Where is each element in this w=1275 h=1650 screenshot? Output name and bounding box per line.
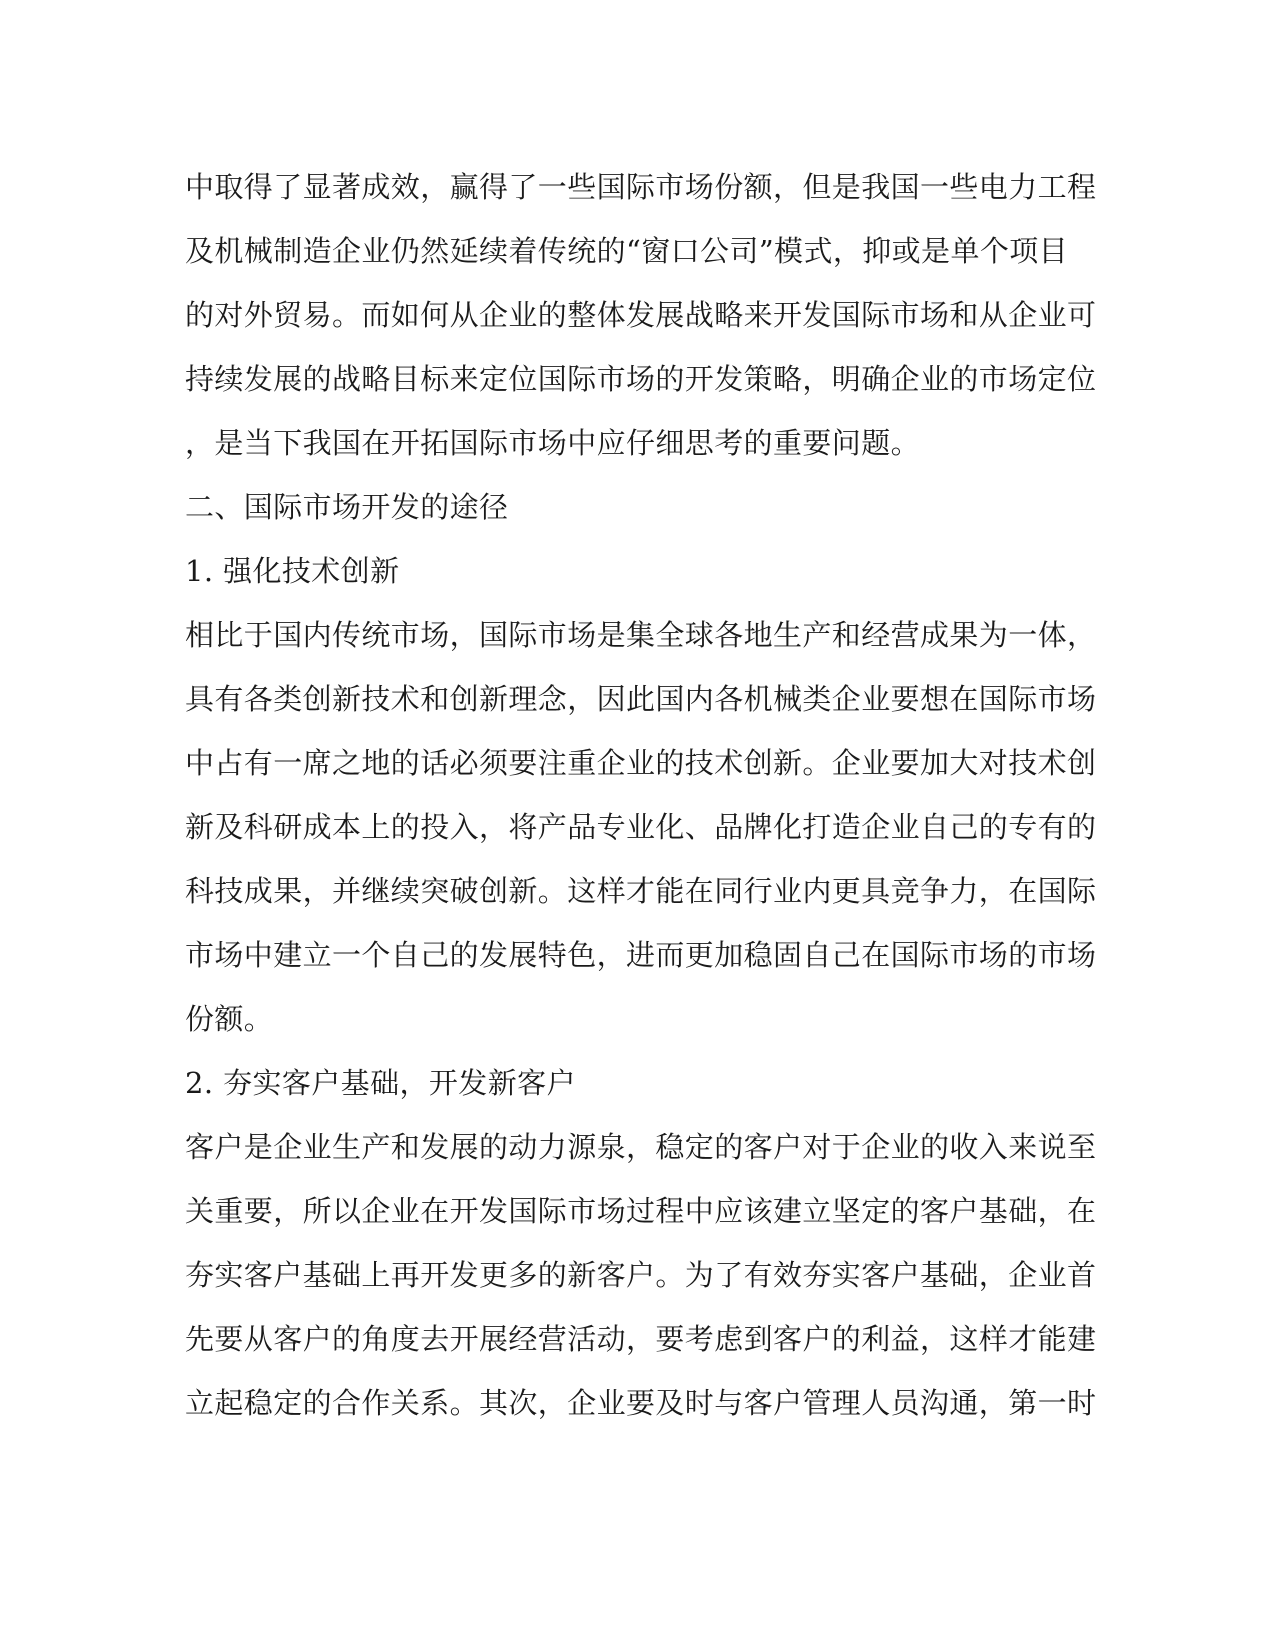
text-line-19: 先要从客户的角度去开展经营活动，要考虑到客户的利益，这样才能建 [185, 1322, 1097, 1356]
subsection-heading-1: 1. 强化技术创新 [185, 554, 400, 588]
text-line-12: 科技成果，并继续突破创新。这样才能在同行业内更具竞争力，在国际 [185, 874, 1097, 908]
text-line-8: 相比于国内传统市场，国际市场是集全球各地生产和经营成果为一体， [185, 618, 1097, 652]
text-line-5: ，是当下我国在开拓国际市场中应仔细思考的重要问题。 [185, 426, 921, 460]
text-line-13: 市场中建立一个自己的发展特色，进而更加稳固自己在国际市场的市场 [185, 938, 1097, 972]
text-line-11: 新及科研成本上的投入，将产品专业化、品牌化打造企业自己的专有的 [185, 810, 1097, 844]
text-line-20: 立起稳定的合作关系。其次，企业要及时与客户管理人员沟通，第一时 [185, 1386, 1097, 1420]
text-line-1: 中取得了显著成效，赢得了一些国际市场份额，但是我国一些电力工程 [185, 170, 1097, 204]
text-line-3: 的对外贸易。而如何从企业的整体发展战略来开发国际市场和从企业可 [185, 298, 1097, 332]
text-line-18: 夯实客户基础上再开发更多的新客户。为了有效夯实客户基础，企业首 [185, 1258, 1097, 1292]
text-line-9: 具有各类创新技术和创新理念，因此国内各机械类企业要想在国际市场 [185, 682, 1097, 716]
text-line-10: 中占有一席之地的话必须要注重企业的技术创新。企业要加大对技术创 [185, 746, 1097, 780]
subsection-heading-2: 2. 夯实客户基础，开发新客户 [185, 1066, 576, 1100]
document-body [185, 155, 1097, 1435]
text-line-4: 持续发展的战略目标来定位国际市场的开发策略，明确企业的市场定位 [185, 362, 1097, 396]
text-line-2: 及机械制造企业仍然延续着传统的“窗口公司”模式，抑或是单个项目 [185, 234, 1069, 268]
text-line-16: 客户是企业生产和发展的动力源泉，稳定的客户对于企业的收入来说至 [185, 1130, 1097, 1164]
section-heading: 二、国际市场开发的途径 [185, 490, 509, 524]
text-line-17: 关重要，所以企业在开发国际市场过程中应该建立坚定的客户基础，在 [185, 1194, 1097, 1228]
text-line-14: 份额。 [185, 1002, 274, 1036]
